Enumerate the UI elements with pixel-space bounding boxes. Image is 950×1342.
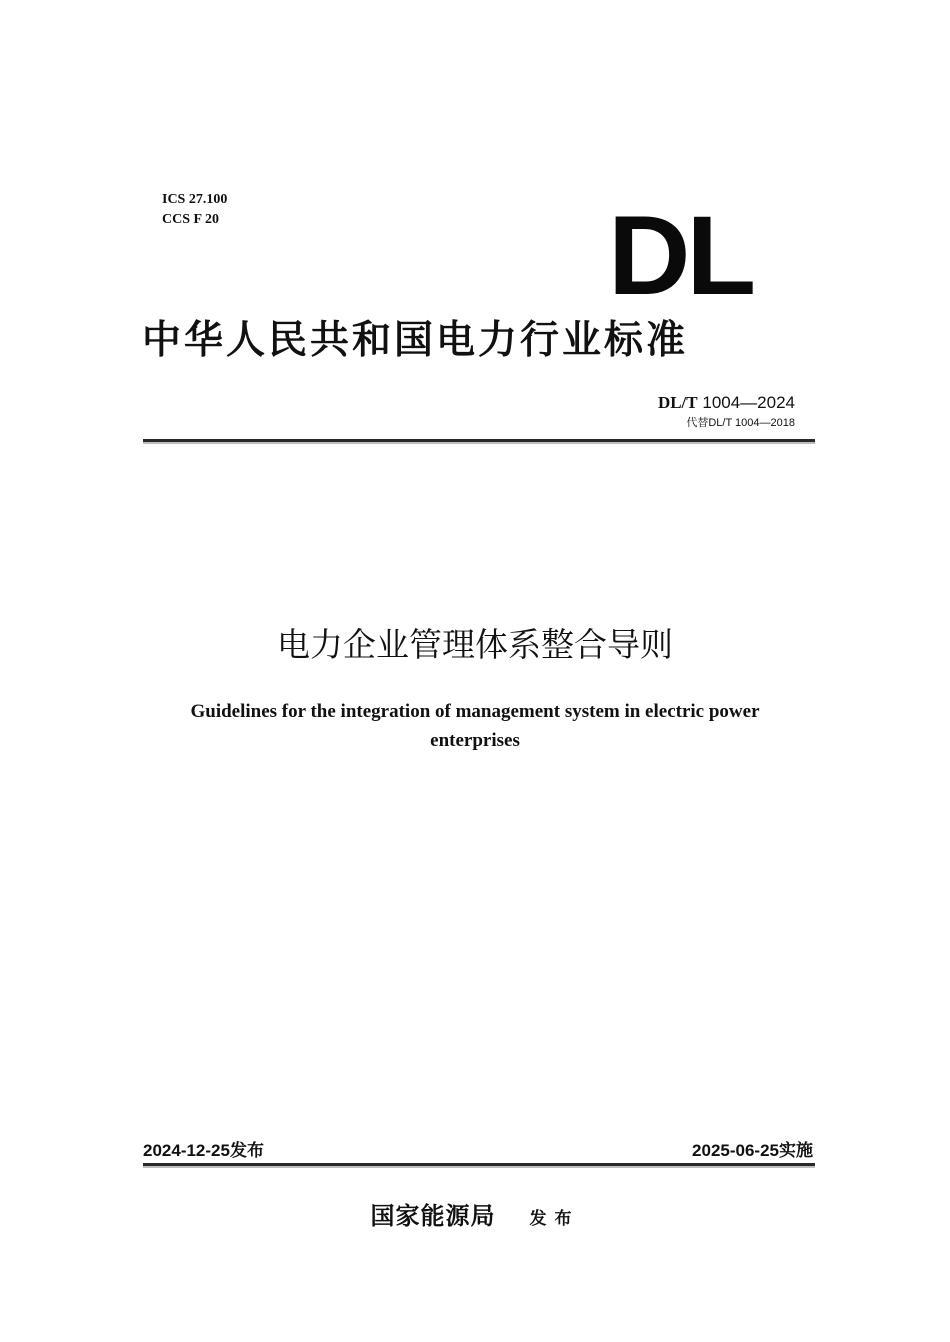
bottom-divider bbox=[143, 1163, 815, 1166]
ics-code: ICS 27.100 bbox=[162, 192, 228, 207]
issue-date: 2024-12-25发布 bbox=[143, 1141, 264, 1160]
issuer-verb: 发布 bbox=[529, 1209, 580, 1229]
document-title-cn: 电力企业管理体系整合导则 bbox=[277, 625, 673, 664]
issuer-name: 国家能源局 bbox=[370, 1201, 496, 1230]
dl-logo: DL bbox=[608, 193, 753, 318]
implementation-date: 2025-06-25实施 bbox=[692, 1141, 813, 1160]
replaces-standard: 代替DL/T 1004—2018 bbox=[686, 417, 795, 429]
standard-number-value: 1004—2024 bbox=[702, 393, 795, 412]
issuer bbox=[0, 1196, 950, 1231]
standard-category-title: 中华人民共和国电力行业标准 bbox=[142, 318, 689, 363]
classification-codes bbox=[162, 190, 227, 230]
document-title-en: Guidelines for the integration of management system in electric power enterprises bbox=[190, 701, 760, 751]
top-divider bbox=[143, 439, 815, 442]
standard-number-prefix: DL/T bbox=[657, 393, 698, 412]
standard-number bbox=[658, 392, 795, 414]
ccs-code: CCS F 20 bbox=[162, 212, 220, 227]
